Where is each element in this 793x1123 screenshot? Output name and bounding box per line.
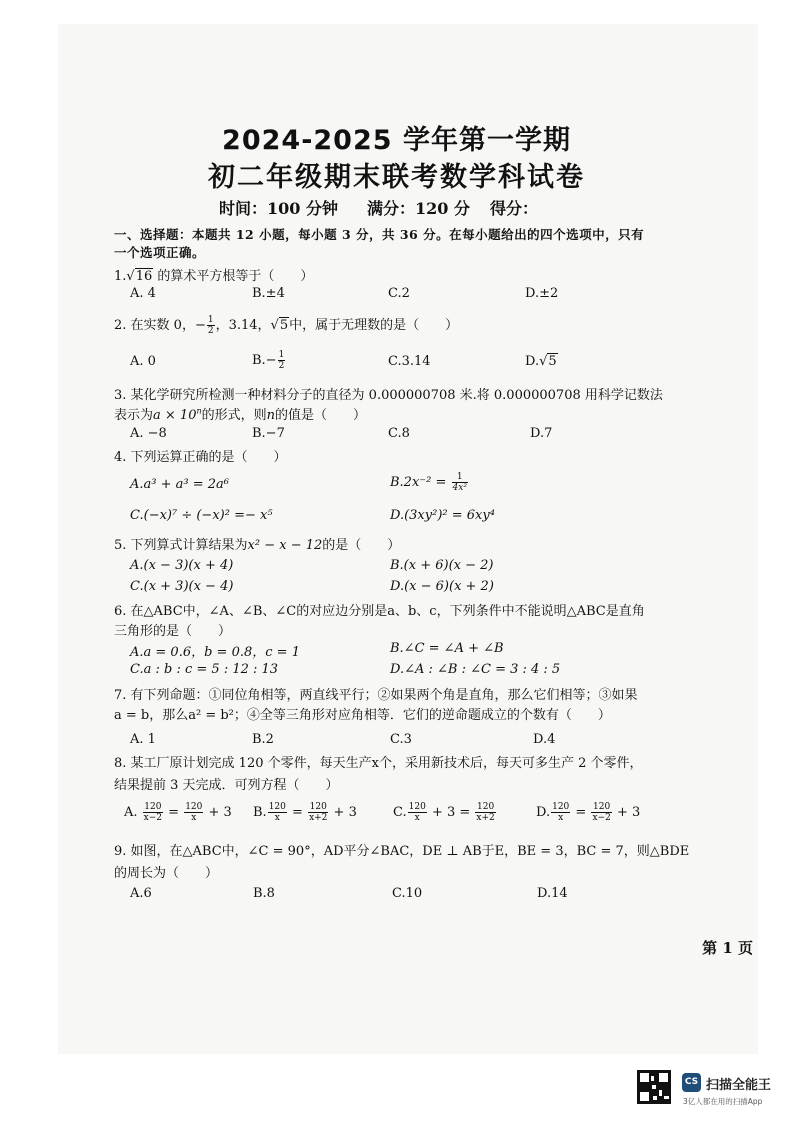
page-number: 第 1 页 [702,939,753,957]
q5-option-d: D.(x − 6)(x + 2) [390,579,494,594]
q9-option-c: C.10 [392,886,423,901]
q4-option-a: A.a³ + a³ = 2a⁶ [130,477,229,492]
exam-time: 时间：100 分钟 [219,199,338,218]
scanner-app-name: 扫描全能王 [706,1078,772,1093]
q2-option-c: C.3.14 [388,354,431,369]
q4-option-b: B.2x⁻² = $\frac{1}{\text{4x²}}$ [390,472,467,493]
question-9-line2: 的周长为（ ） [114,866,219,881]
q8-option-a: A. $\frac{120}{x-2}$ = $\frac{120}{x}$ + 3 [124,802,232,823]
section1-heading-line2: 一个选项正确。 [114,245,206,260]
q3-option-a: A. −8 [130,426,167,441]
q6-option-b: B.∠C = ∠A + ∠B [390,641,504,656]
fraction: $\frac{1}{2}$ [207,315,214,336]
q8-option-c: C. $\frac{120}{x}$ + 3 = $\frac{120}{x+2}$ [393,802,495,823]
question-6-line2: 三角形的是（ ） [114,624,232,639]
q8-option-b: B. $\frac{120}{x}$ = $\frac{120}{x+2}$ + 3 [253,802,357,823]
sqrt-radicand: 16 [135,269,153,284]
qr-code-icon [637,1070,671,1104]
question-9-line1: 9. 如图，在△ABC中，∠C = 90°，AD平分∠BAC，DE ⊥ AB于E，BE = 3，BC = 7，则△BDE [114,844,690,859]
q6-option-a: A.a = 0.6，b = 0.8，c = 1 [130,645,300,660]
exam-full-score: 满分：120 分 [367,199,470,218]
q9-option-b: B.8 [253,886,275,901]
scanner-tagline: 3亿人都在用的扫描App [683,1097,763,1106]
q7-option-c: C.3 [390,732,412,747]
q8-option-d: D. $\frac{120}{x}$ = $\frac{120}{x-2}$ + 3 [536,802,641,823]
question-7-line1: 7. 有下列命题：①同位角相等，两直线平行；②如果两个角是直角，那么它们相等；③如果 [114,688,638,703]
q1-option-a: A. 4 [130,286,156,301]
q6-option-c: C.a : b : c = 5 : 12 : 13 [130,662,279,677]
exam-title-line1: 2024-2025 学年第一学期 [222,125,571,156]
q2-option-d: D.√5 [525,354,557,369]
section1-heading-line1: 一、选择题：本题共 12 小题，每小题 3 分，共 36 分。在每小题给出的四个选项中，只有 [114,227,645,242]
q1-option-b: B.±4 [252,286,285,301]
q3-option-b: B.−7 [252,426,285,441]
q5-option-a: A.(x − 3)(x + 4) [130,558,234,573]
camscanner-logo-icon: CS [682,1073,701,1092]
q9-option-a: A.6 [130,886,152,901]
question-1: 1.√16 的算术平方根等于（ ） [114,269,314,284]
q3-option-d: D.7 [530,426,553,441]
question-6-line1: 6. 在△ABC中，∠A、∠B、∠C的对应边分别是a、b、c，下列条件中不能说明△ABC是直角 [114,604,645,619]
q9-option-d: D.14 [537,886,568,901]
q1-option-d: D.±2 [525,286,559,301]
q6-option-d: D.∠A : ∠B : ∠C = 3 : 4 : 5 [390,662,561,677]
q3-option-c: C.8 [388,426,410,441]
question-5: 5. 下列算式计算结果为x² − x − 12的是（ ） [114,538,401,553]
q2-option-b: B.− $\frac{1}{2}$ [252,350,285,371]
q4-option-d: D.(3xy²)² = 6xy⁴ [390,508,495,523]
question-4: 4. 下列运算正确的是（ ） [114,450,287,465]
exam-score-field: 得分： [490,199,539,218]
question-2: 2. 在实数 0，− $\frac{1}{2}$ ，3.14，√5中，属于无理数的是（ ） [114,315,459,336]
q1-option-c: C.2 [388,286,410,301]
q7-option-a: A. 1 [130,732,156,747]
q7-option-b: B.2 [252,732,274,747]
question-3-line2: 表示为$a \times 10^n$的形式，则n的值是（ ） [114,406,367,423]
q7-option-d: D.4 [533,732,556,747]
q5-option-c: C.(x + 3)(x − 4) [130,579,234,594]
exam-title-line2: 初二年级期末联考数学科试卷 [208,162,585,193]
question-3-line1: 3. 某化学研究所检测一种材料分子的直径为 0.000000708 米.将 0.000000708 用科学记数法 [114,388,663,403]
q5-option-b: B.(x + 6)(x − 2) [390,558,494,573]
question-8-line1: 8. 某工厂原计划完成 120 个零件，每天生产x个，采用新技术后，每天可多生产 2 个零件， [114,756,643,771]
question-8-line2: 结果提前 3 天完成．可列方程（ ） [114,778,339,793]
question-7-line2: a = b，那么a² = b²；④全等三角形对应角相等．它们的逆命题成立的个数有（ ） [114,708,611,723]
q4-option-c: C.(−x)⁷ ÷ (−x)² =− x⁵ [130,508,273,523]
q2-option-a: A. 0 [130,354,156,369]
